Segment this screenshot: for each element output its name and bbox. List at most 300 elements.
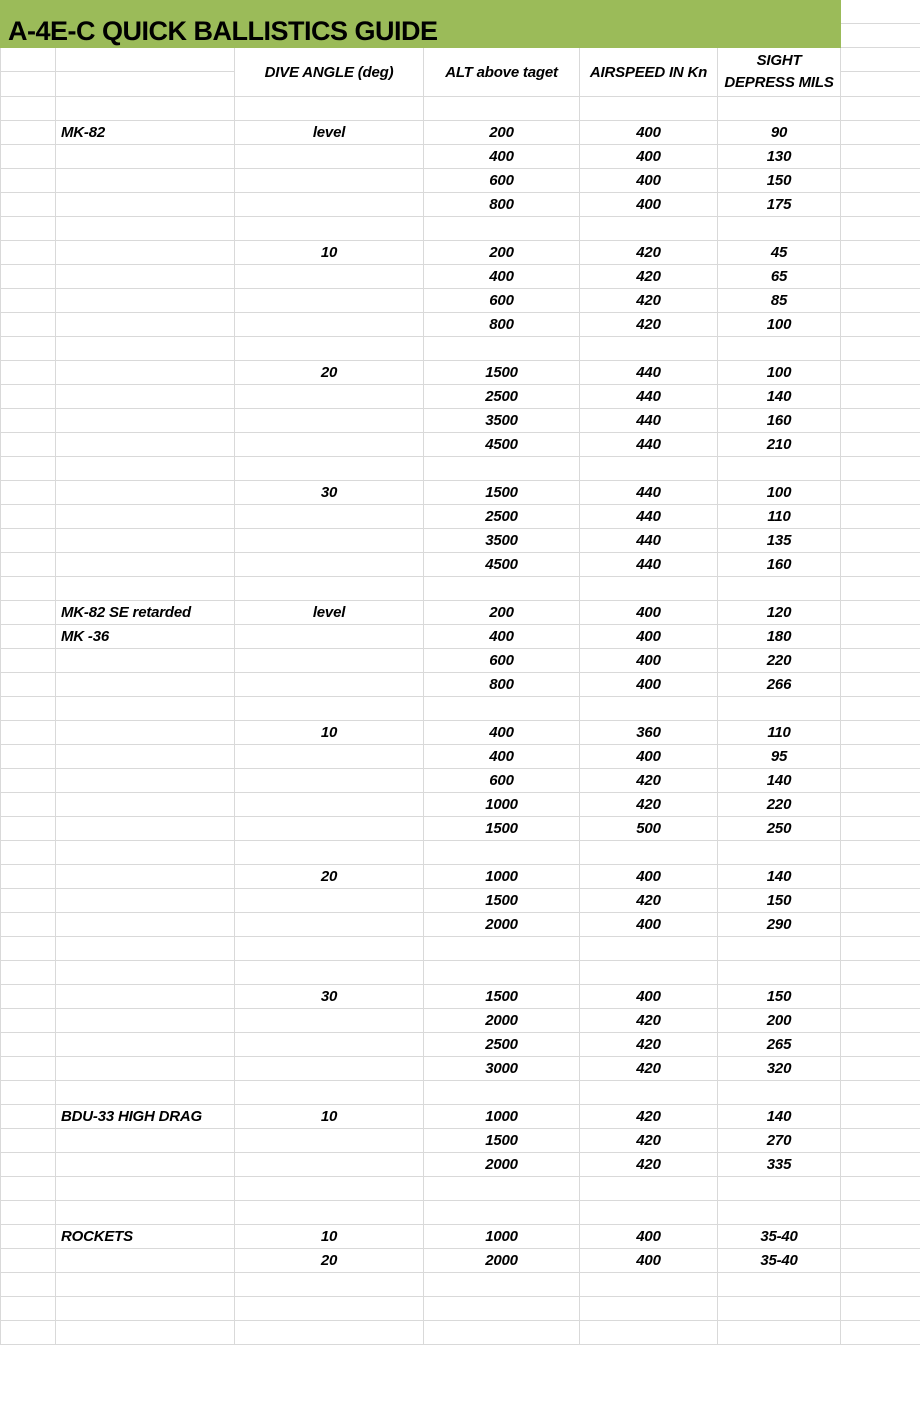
cell-B42[interactable] [56, 985, 235, 1009]
cell-A21[interactable] [0, 481, 56, 505]
cell-F19[interactable]: 210 [718, 433, 841, 457]
cell-E51[interactable] [580, 1201, 718, 1225]
cell-D10[interactable] [424, 217, 580, 241]
cell-G43[interactable] [841, 1009, 920, 1033]
cell-D33[interactable]: 600 [424, 769, 580, 793]
cell-F25[interactable] [718, 577, 841, 601]
cell-D51[interactable] [424, 1201, 580, 1225]
cell-G3[interactable] [841, 48, 920, 72]
cell-D23[interactable]: 3500 [424, 529, 580, 553]
cell-E17[interactable]: 440 [580, 385, 718, 409]
cell-E19[interactable]: 440 [580, 433, 718, 457]
cell-B19[interactable] [56, 433, 235, 457]
cell-E6[interactable]: 400 [580, 121, 718, 145]
cell-A42[interactable] [0, 985, 56, 1009]
cell-G14[interactable] [841, 313, 920, 337]
cell-A6[interactable] [0, 121, 56, 145]
cell-A34[interactable] [0, 793, 56, 817]
cell-E54[interactable] [580, 1273, 718, 1297]
cell-F38[interactable]: 150 [718, 889, 841, 913]
cell-E21[interactable]: 440 [580, 481, 718, 505]
cell-B6[interactable]: MK-82 [56, 121, 235, 145]
cell-G36[interactable] [841, 841, 920, 865]
cell-G45[interactable] [841, 1057, 920, 1081]
cell-E23[interactable]: 440 [580, 529, 718, 553]
cell-D43[interactable]: 2000 [424, 1009, 580, 1033]
cell-D30[interactable] [424, 697, 580, 721]
cell-A37[interactable] [0, 865, 56, 889]
cell-E37[interactable]: 400 [580, 865, 718, 889]
cell-B17[interactable] [56, 385, 235, 409]
cell-A12[interactable] [0, 265, 56, 289]
cell-F41[interactable] [718, 961, 841, 985]
cell-D35[interactable]: 1500 [424, 817, 580, 841]
cell-F50[interactable] [718, 1177, 841, 1201]
title-cell[interactable]: A-4E-C QUICK BALLISTICS GUIDE [0, 0, 841, 48]
cell-B16[interactable] [56, 361, 235, 385]
cell-C9[interactable] [235, 193, 424, 217]
cell-G39[interactable] [841, 913, 920, 937]
cell-G24[interactable] [841, 553, 920, 577]
cell-D37[interactable]: 1000 [424, 865, 580, 889]
cell-E28[interactable]: 400 [580, 649, 718, 673]
cell-C55[interactable] [235, 1297, 424, 1321]
cell-C29[interactable] [235, 673, 424, 697]
cell-D45[interactable]: 3000 [424, 1057, 580, 1081]
cell-C38[interactable] [235, 889, 424, 913]
cell-A56[interactable] [0, 1321, 56, 1345]
cell-F40[interactable] [718, 937, 841, 961]
cell-F43[interactable]: 200 [718, 1009, 841, 1033]
cell-D54[interactable] [424, 1273, 580, 1297]
cell-B31[interactable] [56, 721, 235, 745]
cell-B20[interactable] [56, 457, 235, 481]
cell-D28[interactable]: 600 [424, 649, 580, 673]
cell-A32[interactable] [0, 745, 56, 769]
cell-C16[interactable]: 20 [235, 361, 424, 385]
cell-C44[interactable] [235, 1033, 424, 1057]
cell-B49[interactable] [56, 1153, 235, 1177]
cell-C37[interactable]: 20 [235, 865, 424, 889]
cell-E29[interactable]: 400 [580, 673, 718, 697]
cell-C48[interactable] [235, 1129, 424, 1153]
cell-C20[interactable] [235, 457, 424, 481]
cell-F7[interactable]: 130 [718, 145, 841, 169]
cell-D44[interactable]: 2500 [424, 1033, 580, 1057]
cell-A43[interactable] [0, 1009, 56, 1033]
cell-E55[interactable] [580, 1297, 718, 1321]
cell-F53[interactable]: 35-40 [718, 1249, 841, 1273]
cell-C32[interactable] [235, 745, 424, 769]
cell-C30[interactable] [235, 697, 424, 721]
cell-E8[interactable]: 400 [580, 169, 718, 193]
cell-G44[interactable] [841, 1033, 920, 1057]
cell-E43[interactable]: 420 [580, 1009, 718, 1033]
cell-D25[interactable] [424, 577, 580, 601]
cell-A46[interactable] [0, 1081, 56, 1105]
cell-G27[interactable] [841, 625, 920, 649]
cell-C25[interactable] [235, 577, 424, 601]
cell-C41[interactable] [235, 961, 424, 985]
cell-E46[interactable] [580, 1081, 718, 1105]
cell-B32[interactable] [56, 745, 235, 769]
cell-B24[interactable] [56, 553, 235, 577]
cell-G9[interactable] [841, 193, 920, 217]
cell-A35[interactable] [0, 817, 56, 841]
cell-C34[interactable] [235, 793, 424, 817]
cell-A7[interactable] [0, 145, 56, 169]
cell-D5[interactable] [424, 97, 580, 121]
cell-B15[interactable] [56, 337, 235, 361]
cell-E33[interactable]: 420 [580, 769, 718, 793]
cell-F36[interactable] [718, 841, 841, 865]
cell-G37[interactable] [841, 865, 920, 889]
cell-G51[interactable] [841, 1201, 920, 1225]
cell-C50[interactable] [235, 1177, 424, 1201]
cell-G48[interactable] [841, 1129, 920, 1153]
cell-A48[interactable] [0, 1129, 56, 1153]
cell-F5[interactable] [718, 97, 841, 121]
cell-G54[interactable] [841, 1273, 920, 1297]
cell-G56[interactable] [841, 1321, 920, 1345]
cell-C35[interactable] [235, 817, 424, 841]
cell-F12[interactable]: 65 [718, 265, 841, 289]
cell-G26[interactable] [841, 601, 920, 625]
cell-E7[interactable]: 400 [580, 145, 718, 169]
cell-B38[interactable] [56, 889, 235, 913]
cell-D46[interactable] [424, 1081, 580, 1105]
cell-F44[interactable]: 265 [718, 1033, 841, 1057]
cell-B12[interactable] [56, 265, 235, 289]
cell-B56[interactable] [56, 1321, 235, 1345]
cell-C28[interactable] [235, 649, 424, 673]
cell-F23[interactable]: 135 [718, 529, 841, 553]
cell-C7[interactable] [235, 145, 424, 169]
cell-C21[interactable]: 30 [235, 481, 424, 505]
cell-D29[interactable]: 800 [424, 673, 580, 697]
cell-B25[interactable] [56, 577, 235, 601]
cell-F21[interactable]: 100 [718, 481, 841, 505]
cell-G29[interactable] [841, 673, 920, 697]
cell-D32[interactable]: 400 [424, 745, 580, 769]
cell-G31[interactable] [841, 721, 920, 745]
header-dive-angle[interactable]: DIVE ANGLE (deg) [235, 48, 424, 97]
cell-B11[interactable] [56, 241, 235, 265]
cell-G20[interactable] [841, 457, 920, 481]
cell-B10[interactable] [56, 217, 235, 241]
cell-D53[interactable]: 2000 [424, 1249, 580, 1273]
cell-D18[interactable]: 3500 [424, 409, 580, 433]
cell-D48[interactable]: 1500 [424, 1129, 580, 1153]
cell-G32[interactable] [841, 745, 920, 769]
cell-C43[interactable] [235, 1009, 424, 1033]
cell-E31[interactable]: 360 [580, 721, 718, 745]
cell-A16[interactable] [0, 361, 56, 385]
cell-F8[interactable]: 150 [718, 169, 841, 193]
cell-D13[interactable]: 600 [424, 289, 580, 313]
cell-D11[interactable]: 200 [424, 241, 580, 265]
cell-E35[interactable]: 500 [580, 817, 718, 841]
cell-B9[interactable] [56, 193, 235, 217]
cell-D8[interactable]: 600 [424, 169, 580, 193]
cell-C46[interactable] [235, 1081, 424, 1105]
cell-A53[interactable] [0, 1249, 56, 1273]
cell-D55[interactable] [424, 1297, 580, 1321]
cell-A54[interactable] [0, 1273, 56, 1297]
cell-G53[interactable] [841, 1249, 920, 1273]
cell-C27[interactable] [235, 625, 424, 649]
cell-E40[interactable] [580, 937, 718, 961]
cell-B5[interactable] [56, 97, 235, 121]
cell-E45[interactable]: 420 [580, 1057, 718, 1081]
cell-G17[interactable] [841, 385, 920, 409]
cell-F24[interactable]: 160 [718, 553, 841, 577]
cell-G34[interactable] [841, 793, 920, 817]
cell-A10[interactable] [0, 217, 56, 241]
cell-C24[interactable] [235, 553, 424, 577]
cell-E27[interactable]: 400 [580, 625, 718, 649]
cell-A40[interactable] [0, 937, 56, 961]
cell-F37[interactable]: 140 [718, 865, 841, 889]
cell-C10[interactable] [235, 217, 424, 241]
cell-G10[interactable] [841, 217, 920, 241]
cell-A3[interactable] [0, 48, 56, 72]
cell-B51[interactable] [56, 1201, 235, 1225]
cell-B53[interactable] [56, 1249, 235, 1273]
cell-C18[interactable] [235, 409, 424, 433]
cell-A9[interactable] [0, 193, 56, 217]
cell-C23[interactable] [235, 529, 424, 553]
cell-F39[interactable]: 290 [718, 913, 841, 937]
cell-F29[interactable]: 266 [718, 673, 841, 697]
cell-A8[interactable] [0, 169, 56, 193]
cell-F33[interactable]: 140 [718, 769, 841, 793]
cell-B39[interactable] [56, 913, 235, 937]
cell-B45[interactable] [56, 1057, 235, 1081]
cell-B22[interactable] [56, 505, 235, 529]
cell-D40[interactable] [424, 937, 580, 961]
cell-B27[interactable]: MK -36 [56, 625, 235, 649]
cell-C53[interactable]: 20 [235, 1249, 424, 1273]
cell-F26[interactable]: 120 [718, 601, 841, 625]
cell-F51[interactable] [718, 1201, 841, 1225]
cell-A52[interactable] [0, 1225, 56, 1249]
cell-B30[interactable] [56, 697, 235, 721]
cell-E49[interactable]: 420 [580, 1153, 718, 1177]
cell-A25[interactable] [0, 577, 56, 601]
cell-A30[interactable] [0, 697, 56, 721]
cell-B13[interactable] [56, 289, 235, 313]
cell-E14[interactable]: 420 [580, 313, 718, 337]
cell-G5[interactable] [841, 97, 920, 121]
cell-B28[interactable] [56, 649, 235, 673]
cell-D6[interactable]: 200 [424, 121, 580, 145]
cell-E26[interactable]: 400 [580, 601, 718, 625]
cell-B36[interactable] [56, 841, 235, 865]
cell-G33[interactable] [841, 769, 920, 793]
cell-G4[interactable] [841, 72, 920, 97]
cell-E20[interactable] [580, 457, 718, 481]
cell-F30[interactable] [718, 697, 841, 721]
header-airspeed[interactable]: AIRSPEED IN Kn [580, 48, 718, 97]
cell-D24[interactable]: 4500 [424, 553, 580, 577]
cell-C47[interactable]: 10 [235, 1105, 424, 1129]
cell-E15[interactable] [580, 337, 718, 361]
cell-G42[interactable] [841, 985, 920, 1009]
cell-E32[interactable]: 400 [580, 745, 718, 769]
cell-F6[interactable]: 90 [718, 121, 841, 145]
cell-F54[interactable] [718, 1273, 841, 1297]
cell-D38[interactable]: 1500 [424, 889, 580, 913]
cell-D19[interactable]: 4500 [424, 433, 580, 457]
cell-B3[interactable] [56, 48, 235, 72]
cell-B29[interactable] [56, 673, 235, 697]
cell-G8[interactable] [841, 169, 920, 193]
cell-B52[interactable]: ROCKETS [56, 1225, 235, 1249]
cell-F42[interactable]: 150 [718, 985, 841, 1009]
cell-F20[interactable] [718, 457, 841, 481]
cell-A50[interactable] [0, 1177, 56, 1201]
cell-A55[interactable] [0, 1297, 56, 1321]
cell-F45[interactable]: 320 [718, 1057, 841, 1081]
cell-F52[interactable]: 35-40 [718, 1225, 841, 1249]
cell-G11[interactable] [841, 241, 920, 265]
header-sight-depress-mils[interactable] [718, 48, 841, 97]
cell-A22[interactable] [0, 505, 56, 529]
cell-E12[interactable]: 420 [580, 265, 718, 289]
cell-A18[interactable] [0, 409, 56, 433]
cell-C36[interactable] [235, 841, 424, 865]
cell-E10[interactable] [580, 217, 718, 241]
cell-G25[interactable] [841, 577, 920, 601]
cell-E48[interactable]: 420 [580, 1129, 718, 1153]
cell-A26[interactable] [0, 601, 56, 625]
cell-G12[interactable] [841, 265, 920, 289]
cell-F22[interactable]: 110 [718, 505, 841, 529]
cell-G52[interactable] [841, 1225, 920, 1249]
cell-E9[interactable]: 400 [580, 193, 718, 217]
cell-E34[interactable]: 420 [580, 793, 718, 817]
cell-A44[interactable] [0, 1033, 56, 1057]
cell-F55[interactable] [718, 1297, 841, 1321]
cell-D36[interactable] [424, 841, 580, 865]
cell-D50[interactable] [424, 1177, 580, 1201]
cell-G47[interactable] [841, 1105, 920, 1129]
cell-A45[interactable] [0, 1057, 56, 1081]
cell-A38[interactable] [0, 889, 56, 913]
cell-G18[interactable] [841, 409, 920, 433]
cell-D47[interactable]: 1000 [424, 1105, 580, 1129]
cell-A14[interactable] [0, 313, 56, 337]
header-alt-above-target[interactable]: ALT above taget [424, 48, 580, 97]
cell-G55[interactable] [841, 1297, 920, 1321]
cell-G22[interactable] [841, 505, 920, 529]
cell-B50[interactable] [56, 1177, 235, 1201]
cell-A49[interactable] [0, 1153, 56, 1177]
cell-G49[interactable] [841, 1153, 920, 1177]
cell-E39[interactable]: 400 [580, 913, 718, 937]
cell-C56[interactable] [235, 1321, 424, 1345]
cell-E16[interactable]: 440 [580, 361, 718, 385]
cell-D31[interactable]: 400 [424, 721, 580, 745]
cell-C8[interactable] [235, 169, 424, 193]
cell-F49[interactable]: 335 [718, 1153, 841, 1177]
cell-A31[interactable] [0, 721, 56, 745]
cell-C6[interactable]: level [235, 121, 424, 145]
cell-C26[interactable]: level [235, 601, 424, 625]
cell-C45[interactable] [235, 1057, 424, 1081]
cell-F27[interactable]: 180 [718, 625, 841, 649]
cell-D9[interactable]: 800 [424, 193, 580, 217]
cell-F48[interactable]: 270 [718, 1129, 841, 1153]
cell-C15[interactable] [235, 337, 424, 361]
cell-C31[interactable]: 10 [235, 721, 424, 745]
cell-E50[interactable] [580, 1177, 718, 1201]
cell-C11[interactable]: 10 [235, 241, 424, 265]
cell-E22[interactable]: 440 [580, 505, 718, 529]
cell-D12[interactable]: 400 [424, 265, 580, 289]
cell-A15[interactable] [0, 337, 56, 361]
cell-C39[interactable] [235, 913, 424, 937]
cell-G2[interactable] [841, 24, 920, 48]
cell-B55[interactable] [56, 1297, 235, 1321]
cell-G21[interactable] [841, 481, 920, 505]
cell-A19[interactable] [0, 433, 56, 457]
cell-D49[interactable]: 2000 [424, 1153, 580, 1177]
cell-A24[interactable] [0, 553, 56, 577]
cell-C13[interactable] [235, 289, 424, 313]
cell-F28[interactable]: 220 [718, 649, 841, 673]
cell-D7[interactable]: 400 [424, 145, 580, 169]
cell-B4[interactable] [56, 72, 235, 97]
cell-A51[interactable] [0, 1201, 56, 1225]
cell-G7[interactable] [841, 145, 920, 169]
cell-E24[interactable]: 440 [580, 553, 718, 577]
cell-A27[interactable] [0, 625, 56, 649]
cell-F31[interactable]: 110 [718, 721, 841, 745]
cell-F47[interactable]: 140 [718, 1105, 841, 1129]
cell-F15[interactable] [718, 337, 841, 361]
cell-A13[interactable] [0, 289, 56, 313]
cell-B54[interactable] [56, 1273, 235, 1297]
cell-D17[interactable]: 2500 [424, 385, 580, 409]
cell-B21[interactable] [56, 481, 235, 505]
cell-G1[interactable] [841, 0, 920, 24]
cell-E41[interactable] [580, 961, 718, 985]
cell-E11[interactable]: 420 [580, 241, 718, 265]
cell-D26[interactable]: 200 [424, 601, 580, 625]
cell-B34[interactable] [56, 793, 235, 817]
cell-E36[interactable] [580, 841, 718, 865]
cell-C42[interactable]: 30 [235, 985, 424, 1009]
cell-E52[interactable]: 400 [580, 1225, 718, 1249]
cell-G35[interactable] [841, 817, 920, 841]
cell-D15[interactable] [424, 337, 580, 361]
cell-B18[interactable] [56, 409, 235, 433]
cell-B43[interactable] [56, 1009, 235, 1033]
cell-F10[interactable] [718, 217, 841, 241]
cell-G16[interactable] [841, 361, 920, 385]
cell-C33[interactable] [235, 769, 424, 793]
cell-G46[interactable] [841, 1081, 920, 1105]
cell-F56[interactable] [718, 1321, 841, 1345]
cell-C49[interactable] [235, 1153, 424, 1177]
cell-A36[interactable] [0, 841, 56, 865]
cell-C22[interactable] [235, 505, 424, 529]
cell-F46[interactable] [718, 1081, 841, 1105]
cell-F14[interactable]: 100 [718, 313, 841, 337]
cell-A29[interactable] [0, 673, 56, 697]
